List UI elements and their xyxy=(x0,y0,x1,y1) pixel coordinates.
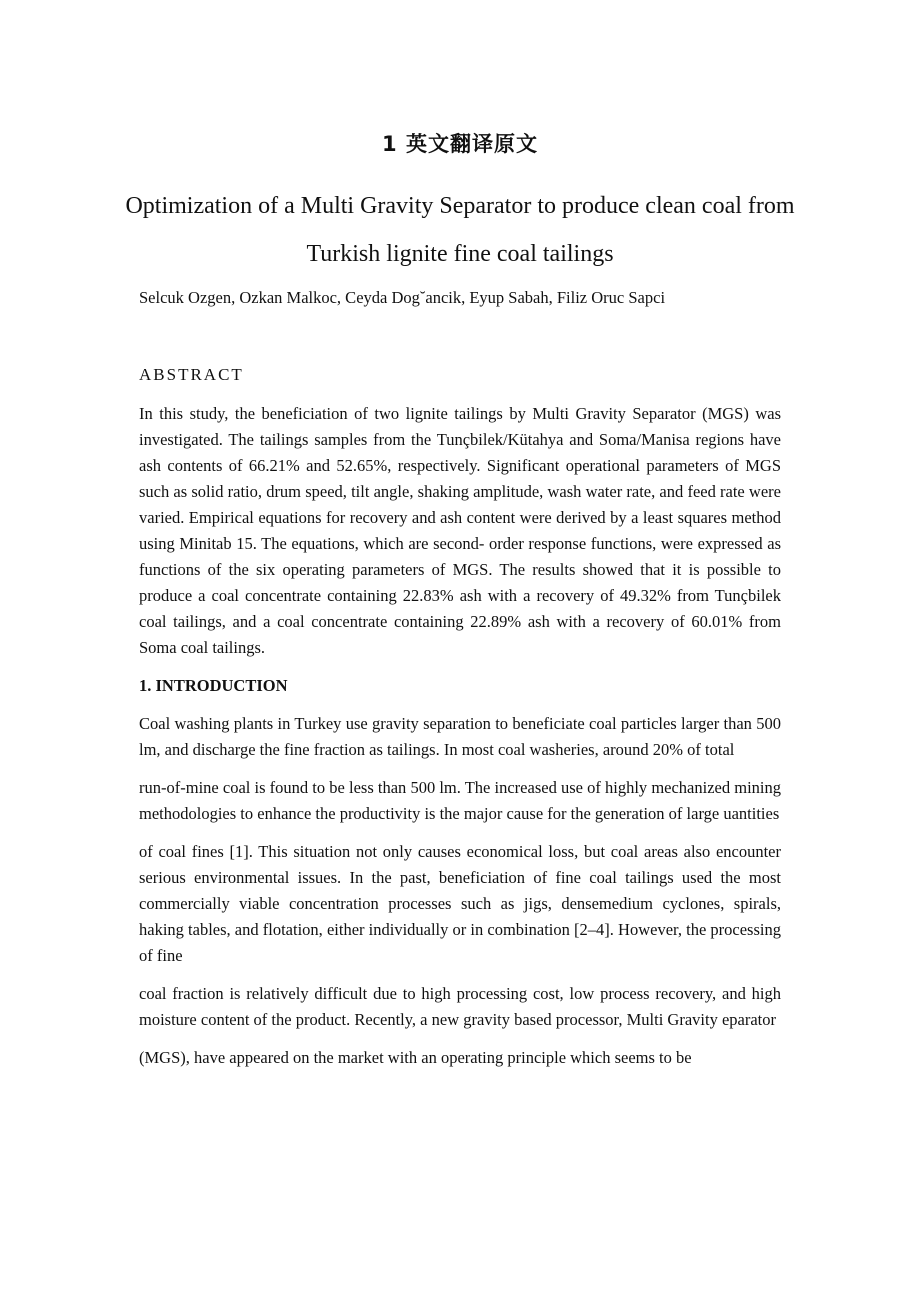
author-list: Selcuk Ozgen, Ozkan Malkoc, Ceyda Dog˘ancik, Eyup Sabah, Filiz Oruc Sapci xyxy=(139,288,666,307)
body-text xyxy=(139,401,781,1083)
chapter-heading: 1 英文翻译原文 xyxy=(382,132,538,156)
intro-paragraph-1: Coal washing plants in Turkey use gravity separation to beneficiate coal particles larger than 500 lm, and discharge the fine fraction as tailings. In most coal washeries, around 20% of total xyxy=(139,714,781,759)
introduction-heading: 1. INTRODUCTION xyxy=(139,676,288,695)
abstract-paragraph: In this study, the beneficiation of two lignite tailings by Multi Gravity Separator (MGS) was investigated. The tailings samples from the Tunçbilek/Kütahya and Soma/Manisa regions have ash contents of 66.21% and 52.65%, respectively. Significant operational parameters of MGS such as solid ratio, drum speed, tilt angle, shaking amplitude, wash water rate, and feed rate were varied. Empirical equations for recovery and ash content were derived by a least squares method using Minitab 15. The equations, which are second- order response functions, were expressed as functions of the six operating parameters of MGS. The results showed that it is possible to produce a coal concentrate containing 22.83% ash with a recovery of 49.32% from Tunçbilek coal tailings, and a coal concentrate containing 22.89% ash with a recovery of 60.01% from Soma coal tailings. xyxy=(139,404,781,657)
paper-title: Optimization of a Multi Gravity Separator to produce clean coal from Turkish lignite fine coal tailings xyxy=(125,193,795,267)
intro-paragraph-2: run-of-mine coal is found to be less than 500 lm. The increased use of highly mechanized mining methodologies to enhance the productivity is the major cause for the generation of large uantities xyxy=(139,778,781,823)
intro-paragraph-4: coal fraction is relatively difficult due to high processing cost, low process recovery, and high moisture content of the product. Recently, a new gravity based processor, Multi Gravity eparator xyxy=(139,984,781,1029)
abstract-heading: ABSTRACT xyxy=(139,365,244,384)
intro-paragraph-3: of coal fines [1]. This situation not only causes economical loss, but coal areas also encounter serious environmental issues. In the past, beneficiation of fine coal tailings used the most commercially viable concentration processes such as jigs, densemedium cyclones, spirals, haking tables, and flotation, either individually or in combination [2–4]. However, the processing of fine xyxy=(139,842,781,965)
intro-paragraph-5: (MGS), have appeared on the market with an operating principle which seems to be xyxy=(139,1048,692,1067)
